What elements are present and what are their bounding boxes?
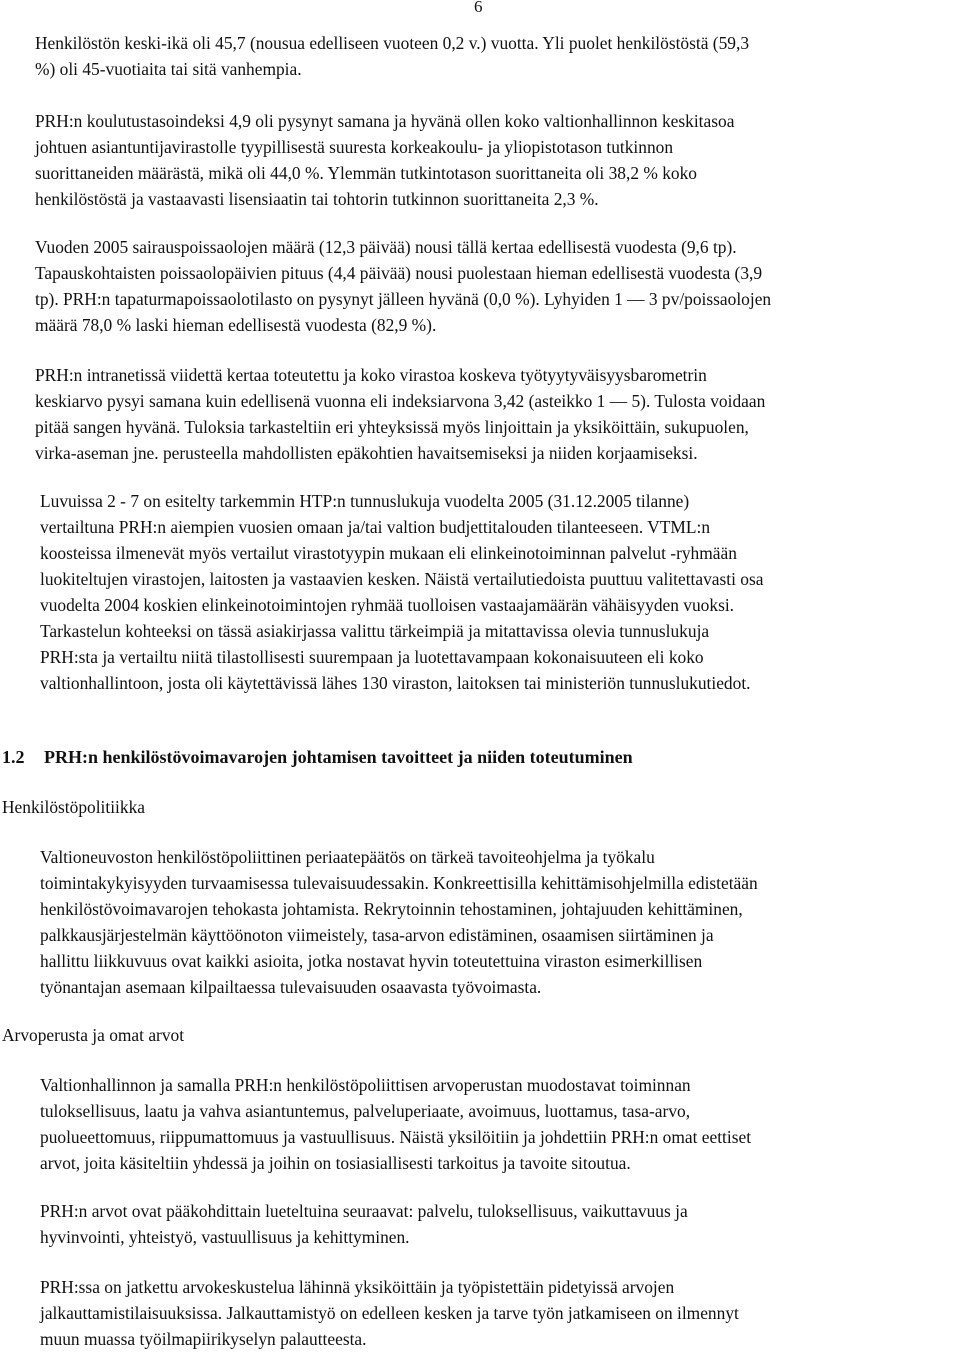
text-line: keskiarvo pysyi samana kuin edellisenä vuonna eli indeksiarvona 3,42 (asteikko 1 — 5). Tulosta voidaan	[35, 391, 766, 411]
text-line: puolueettomuus, riippumattomuus ja vastuullisuus. Näistä yksilöitiin ja johdettiin PRH:n omat eettiset	[40, 1127, 752, 1147]
text-line: luokiteltujen virastojen, laitosten ja vastaavien kesken. Näistä vertailutiedoista puuttuu valitettavasti osa	[40, 569, 764, 589]
text-line: vuodelta 2004 koskien elinkeinotoimintojen ryhmää tuolloisen vastaajamäärän vähäisyyden vuoksi.	[40, 595, 735, 615]
text-line: PRH:ssa on jatkettu arvokeskustelua lähinnä yksiköittäin ja työpistettäin pidetyissä arvojen	[40, 1277, 675, 1297]
text-line: toimintakykyisyyden turvaamisessa tulevaisuudessakin. Konkreettisilla kehittämisohjelmilla edistetään	[40, 873, 758, 893]
text-line: muun muassa työilmapiirikyselyn palautteesta.	[40, 1329, 367, 1349]
text-line: valtionhallintoon, josta oli käytettävissä lähes 130 viraston, laitoksen tai ministeriön tunnuslukutiedot.	[40, 673, 751, 693]
text-line: työnantajan asemaan kilpailtaessa tulevaisuuden osaavasta työvoimasta.	[40, 977, 542, 997]
text-line: palkkausjärjestelmän käyttöönoton viimeistely, tasa-arvon edistäminen, osaamisen siirtäminen ja	[40, 925, 714, 945]
paragraph-value-base	[40, 1072, 751, 1176]
subheading-arvoperusta: Arvoperusta ja omat arvot	[2, 1025, 185, 1045]
text-line: PRH:n intranetissä viidettä kertaa toteutettu ja koko virastoa koskeva työtyytyväisyysbarometrin	[35, 365, 707, 385]
text-line: Henkilöstön keski-ikä oli 45,7 (nousua edelliseen vuoteen 0,2 v.) vuotta. Yli puolet henkilöstöstä (59,3	[35, 33, 750, 53]
paragraph-chapter-overview	[40, 488, 763, 696]
text-line: arvot, joita käsiteltiin yhdessä ja joihin on tosiasiallisesti tarkoitus ja tavoite sitoutua.	[40, 1153, 631, 1173]
paragraph-education-index	[35, 108, 734, 212]
text-line: koosteissa ilmenevät myös vertailut virastotyypin mukaan eli elinkeinotoiminnan palvelut -ryhmään	[40, 543, 737, 563]
text-line: Valtionhallinnon ja samalla PRH:n henkilöstöpoliittisen arvoperustan muodostavat toiminnan	[40, 1075, 691, 1095]
subheading-henkilostopolitiikka: Henkilöstöpolitiikka	[2, 797, 145, 817]
text-line: vertailtuna PRH:n aiempien vuosien omaan ja/tai valtion budjettitalouden tilanteeseen. VTML:n	[40, 517, 711, 537]
paragraph-sick-leave	[35, 234, 771, 338]
paragraph-values-discussion	[40, 1274, 739, 1352]
text-line: hyvinvointi, yhteistyö, vastuullisuus ja kehittyminen.	[40, 1227, 410, 1247]
section-title: PRH:n henkilöstövoimavarojen johtamisen tavoitteet ja niiden toteutuminen	[44, 747, 633, 767]
text-line: Tapauskohtaisten poissaolopäivien pituus (4,4 päivää) nousi puolestaan hieman edellisestä vuodesta (3,9	[35, 263, 763, 283]
text-line: henkilöstöstä ja vastaavasti lisensiaatin tai tohtorin tutkinnon suorittaneita 2,3 %.	[35, 189, 599, 209]
text-line: johtuen asiantuntijavirastolle tyypillisestä suuresta korkeakoulu- ja yliopistotason tutkinnon	[35, 137, 674, 157]
text-line: tuloksellisuus, laatu ja vahva asiantuntemus, palveluperiaate, avoimuus, luottamus, tasa-arvo,	[40, 1101, 691, 1121]
text-line: virka-aseman jne. perusteella mahdollisten epäkohtien havaitsemiseksi ja niiden korjaamiseksi.	[35, 443, 698, 463]
paragraph-satisfaction-barometer	[35, 362, 765, 466]
text-line: henkilöstövoimavarojen tehokasta johtamista. Rekrytoinnin tehostaminen, johtajuuden kehittäminen,	[40, 899, 743, 919]
text-line: määrä 78,0 % laski hieman edellisestä vuodesta (82,9 %).	[35, 315, 437, 335]
text-line: suorittaneiden määrästä, mikä oli 44,0 %. Ylemmän tutkintotason suorittaneita oli 38,2 % koko	[35, 163, 697, 183]
section-number: 1.2	[2, 747, 25, 767]
text-line: PRH:n arvot ovat pääkohdittain lueteltuina seuraavat: palvelu, tuloksellisuus, vaikuttavuus ja	[40, 1201, 688, 1221]
paragraph-prh-values	[40, 1198, 688, 1250]
text-line: %) oli 45-vuotiaita tai sitä vanhempia.	[35, 59, 302, 79]
paragraph-personnel-policy	[40, 844, 758, 1000]
text-line: Valtioneuvoston henkilöstöpoliittinen periaatepäätös on tärkeä tavoiteohjelma ja työkalu	[40, 847, 655, 867]
section-heading	[2, 744, 633, 770]
text-line: PRH:sta ja vertailtu niitä tilastollisesti suurempaan ja luotettavampaan kokonaisuuteen eli koko	[40, 647, 704, 667]
paragraph-staff-age	[35, 30, 749, 82]
text-line: Tarkastelun kohteeksi on tässä asiakirjassa valittu tärkeimpiä ja mitattavissa olevia tunnuslukuja	[40, 621, 710, 641]
text-line: Luvuissa 2 - 7 on esitelty tarkemmin HTP:n tunnuslukuja vuodelta 2005 (31.12.2005 tilanne)	[40, 491, 690, 511]
page-number: 6	[474, 0, 483, 16]
text-line: tp). PRH:n tapaturmapoissaolotilasto on pysynyt jälleen hyvänä (0,0 %). Lyhyiden 1 — 3 pv/poissaolojen	[35, 289, 772, 309]
text-line: Vuoden 2005 sairauspoissaolojen määrä (12,3 päivää) nousi tällä kertaa edellisestä vuodesta (9,6 tp).	[35, 237, 737, 257]
text-line: jalkauttamistilaisuuksissa. Jalkauttamistyö on edelleen kesken ja tarve työn jatkamiseen on ilmennyt	[40, 1303, 739, 1323]
text-line: hallittu liikkuvuus ovat kaikki asioita, jotka nostavat hyvin toteutettuina viraston esimerkillisen	[40, 951, 703, 971]
text-line: PRH:n koulutustasoindeksi 4,9 oli pysynyt samana ja hyvänä ollen koko valtionhallinnon keskitasoa	[35, 111, 735, 131]
text-line: pitää sangen hyvänä. Tuloksia tarkasteltiin eri yhteyksissä myös linjoittain ja yksiköittäin, sukupuolen,	[35, 417, 749, 437]
